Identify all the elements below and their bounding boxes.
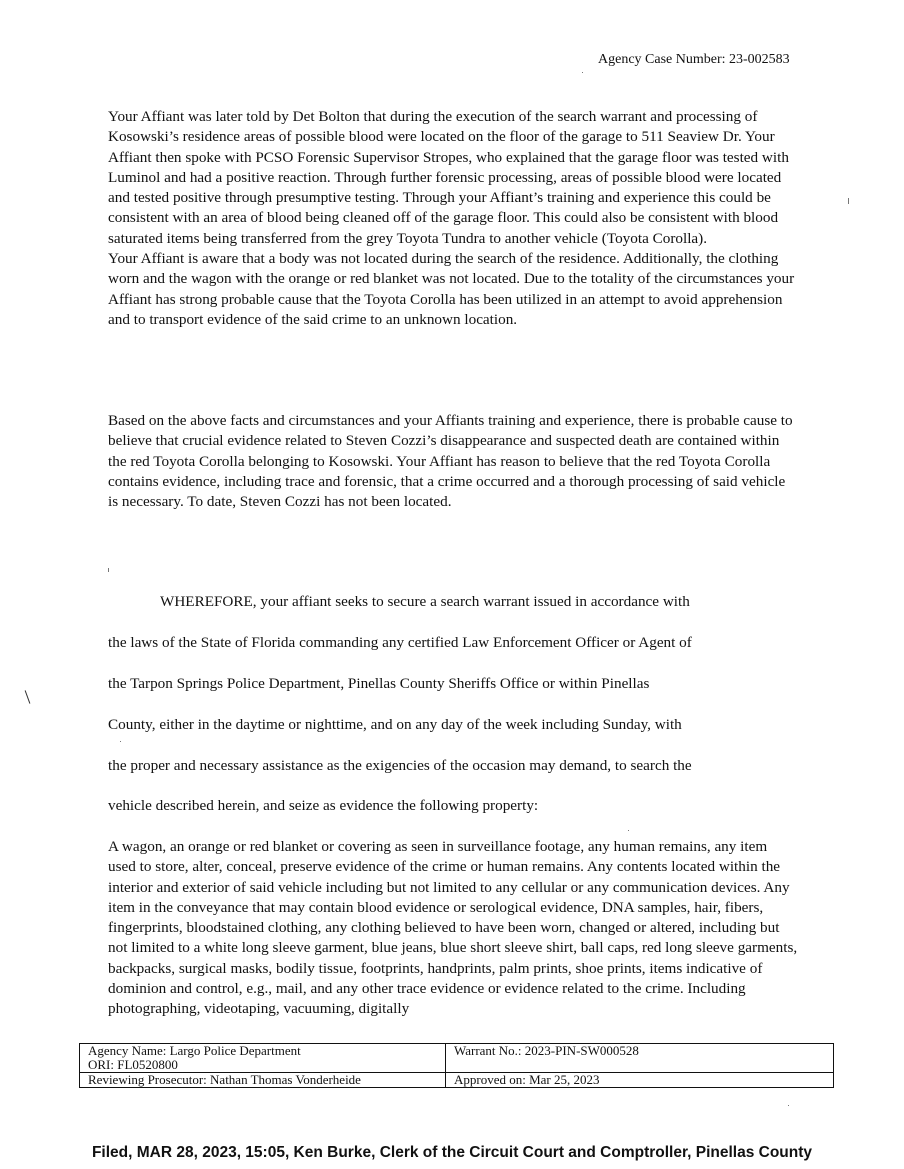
- warrant-number: Warrant No.: 2023-PIN-SW000528: [446, 1044, 834, 1073]
- affidavit-paragraph-blood-evidence: [108, 107, 798, 330]
- wherefore-line-2: the laws of the State of Florida commanding any certified Law Enforcement Officer or Agent of: [108, 634, 692, 651]
- footer-row-agency: [80, 1044, 834, 1073]
- scan-speck: [788, 1105, 789, 1106]
- wherefore-line-6: vehicle described herein, and seize as evidence the following property:: [108, 797, 539, 814]
- paragraph-body-not-located: Your Affiant is aware that a body was not located during the search of the residence. Additionally, the clothing worn and the wagon with the orange or red blanket was not located. Due to the totality of the circumstances your Affiant has strong probable cause that the Toyota Corolla has been utilized in an attempt to avoid apprehension and to transport evidence of the said crime to an unknown location.: [108, 250, 795, 328]
- agency-case-number: Agency Case Number: 23-002583: [598, 52, 790, 67]
- wherefore-line-5: the proper and necessary assistance as the exigencies of the occasion may demand, to search the: [108, 757, 692, 774]
- scan-speck: [848, 198, 849, 204]
- approved-on-date: Approved on: Mar 25, 2023: [446, 1073, 834, 1088]
- footer-row-prosecutor: [80, 1073, 834, 1088]
- filed-stamp-line: Filed, MAR 28, 2023, 15:05, Ken Burke, Clerk of the Circuit Court and Comptroller, Pinellas County: [91, 1144, 813, 1161]
- scan-speck: [120, 741, 121, 742]
- agency-name: Agency Name: Largo Police Department: [88, 1043, 301, 1058]
- scan-speck: [628, 830, 629, 831]
- paragraph-property-to-seize: A wagon, an orange or red blanket or covering as seen in surveillance footage, any human remains, any item used to store, alter, conceal, preserve evidence of the crime or human remains. Any contents located within the interior and exterior of said vehicle including but not limited to any cellular or any communication devices. Any item in the conveyance that may contain blood evidence or serological evidence, DNA samples, hair, fibers, fingerprints, bloodstained clothing, any clothing believed to have been worn, changed or altered, including but not limited to a white long sleeve garment, blue jeans, blue short sleeve shirt, ball caps, red long sleeve garments, backpacks, surgical masks, bodily tissue, footprints, handprints, palm prints, shoe prints, items indicative of dominion and control, e.g., mail, and any other trace evidence or evidence related to the crime. Including photographing, videotaping, vacuuming, digitally: [108, 838, 798, 1018]
- ori-number: ORI: FL0520800: [88, 1057, 178, 1072]
- scan-speck: [582, 72, 583, 73]
- paragraph-luminol-findings: Your Affiant was later told by Det Bolton that during the execution of the search warrant and processing of Kosowski’s residence areas of possible blood were located on the floor of the garage to 511 Seaview Dr. Your Affiant then spoke with PCSO Forensic Supervisor Stropes, who explained that the garage floor was tested with Luminol and had a positive reaction. Through further forensic processing, areas of possible blood were located and tested positive through presumptive testing. Through your Affiant’s training and experience this could be consistent with an area of blood being cleaned off of the garage floor. This could also be consistent with blood saturated items being transferred from the grey Toyota Tundra to another vehicle (Toyota Corolla).: [108, 108, 789, 247]
- agency-cell: [80, 1044, 446, 1073]
- reviewing-prosecutor: Reviewing Prosecutor: Nathan Thomas Vonderheide: [80, 1073, 446, 1088]
- wherefore-line-1: WHEREFORE, your affiant seeks to secure a search warrant issued in accordance with: [160, 593, 690, 610]
- warrant-footer-table: [79, 1043, 834, 1088]
- scan-speck: [25, 690, 31, 703]
- wherefore-line-4: County, either in the daytime or nighttime, and on any day of the week including Sunday, with: [108, 716, 682, 733]
- paragraph-probable-cause: Based on the above facts and circumstances and your Affiants training and experience, there is probable cause to believe that crucial evidence related to Steven Cozzi’s disappearance and suspected death are contained within the red Toyota Corolla belonging to Kosowski. Your Affiant has reason to believe that the red Toyota Corolla contains evidence, including trace and forensic, that a crime occurred and a thorough processing of said vehicle is necessary. To date, Steven Cozzi has not been located.: [108, 412, 793, 511]
- scan-speck: [108, 568, 109, 572]
- wherefore-line-3: the Tarpon Springs Police Department, Pinellas County Sheriffs Office or within Pinellas: [108, 675, 650, 692]
